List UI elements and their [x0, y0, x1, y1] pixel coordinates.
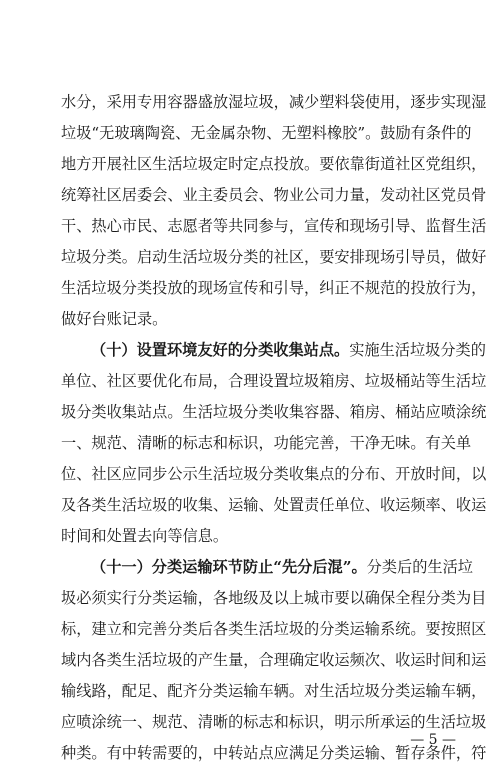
body-text-line: 单位、社区要优化布局，合理设置垃圾箱房、垃圾桶站等生活垃	[61, 372, 487, 390]
body-text-line: 垃圾分类。启动生活垃圾分类的社区，要安排现场引导员，做好	[61, 248, 487, 266]
page-number: — 5 —	[410, 732, 456, 748]
body-text-line: 圾分类收集站点。生活垃圾分类收集容器、箱房、桶站应喷涂统	[61, 403, 487, 421]
body-text-line: 时间和处置去向等信息。	[61, 527, 229, 545]
body-text-line: 做好台账记录。	[61, 310, 168, 328]
section-heading-line	[91, 338, 486, 362]
body-text-line: 干、热心市民、志愿者等共同参与，宣传和现场引导、监督生活	[61, 217, 487, 235]
body-text-line: 地方开展社区生活垃圾定时定点投放。要依靠街道社区党组织，	[61, 155, 487, 173]
body-text-line: 种类。有中转需要的，中转站点应满足分类运输、暂存条件，符	[61, 744, 487, 762]
body-text-fragment: 实施生活垃圾分类的	[349, 341, 486, 359]
body-text-line: 标，建立和完善分类后各类生活垃圾的分类运输系统。要按照区	[61, 620, 487, 638]
body-text-line: 一、规范、清晰的标志和标识，功能完善，干净无味。有关单	[61, 434, 472, 452]
body-text-line: 圾必须实行分类运输，各地级及以上城市要以确保全程分类为目	[61, 589, 487, 607]
section-heading: （十一）分类运输环节防止“先分后混”。	[91, 558, 367, 576]
body-text-line: 生活垃圾分类投放的现场宣传和引导，纠正不规范的投放行为，	[61, 279, 487, 297]
body-text-line: 统筹社区居委会、业主委员会、物业公司力量，发动社区党员骨	[61, 186, 487, 204]
body-text-line: 及各类生活垃圾的收集、运输、处置责任单位、收运频率、收运	[61, 496, 487, 514]
body-text-line: 输线路，配足、配齐分类运输车辆。对生活垃圾分类运输车辆，	[61, 682, 487, 700]
body-text-line: 水分，采用专用容器盛放湿垃圾，减少塑料袋使用，逐步实现湿	[61, 93, 487, 111]
body-text-line: 位、社区应同步公示生活垃圾分类收集点的分布、开放时间，以	[61, 465, 487, 483]
section-heading: （十）设置环境友好的分类收集站点。	[91, 341, 350, 359]
body-text-line: 垃圾“无玻璃陶瓷、无金属杂物、无塑料橡胶”。鼓励有条件的	[61, 124, 472, 142]
body-text-fragment: 分类后的生活垃	[366, 558, 473, 576]
body-text-line: 应喷涂统一、规范、清晰的标志和标识，明示所承运的生活垃圾	[61, 713, 487, 731]
body-text-line: 域内各类生活垃圾的产生量，合理确定收运频次、收运时间和运	[61, 651, 487, 669]
section-heading-line	[91, 555, 473, 579]
